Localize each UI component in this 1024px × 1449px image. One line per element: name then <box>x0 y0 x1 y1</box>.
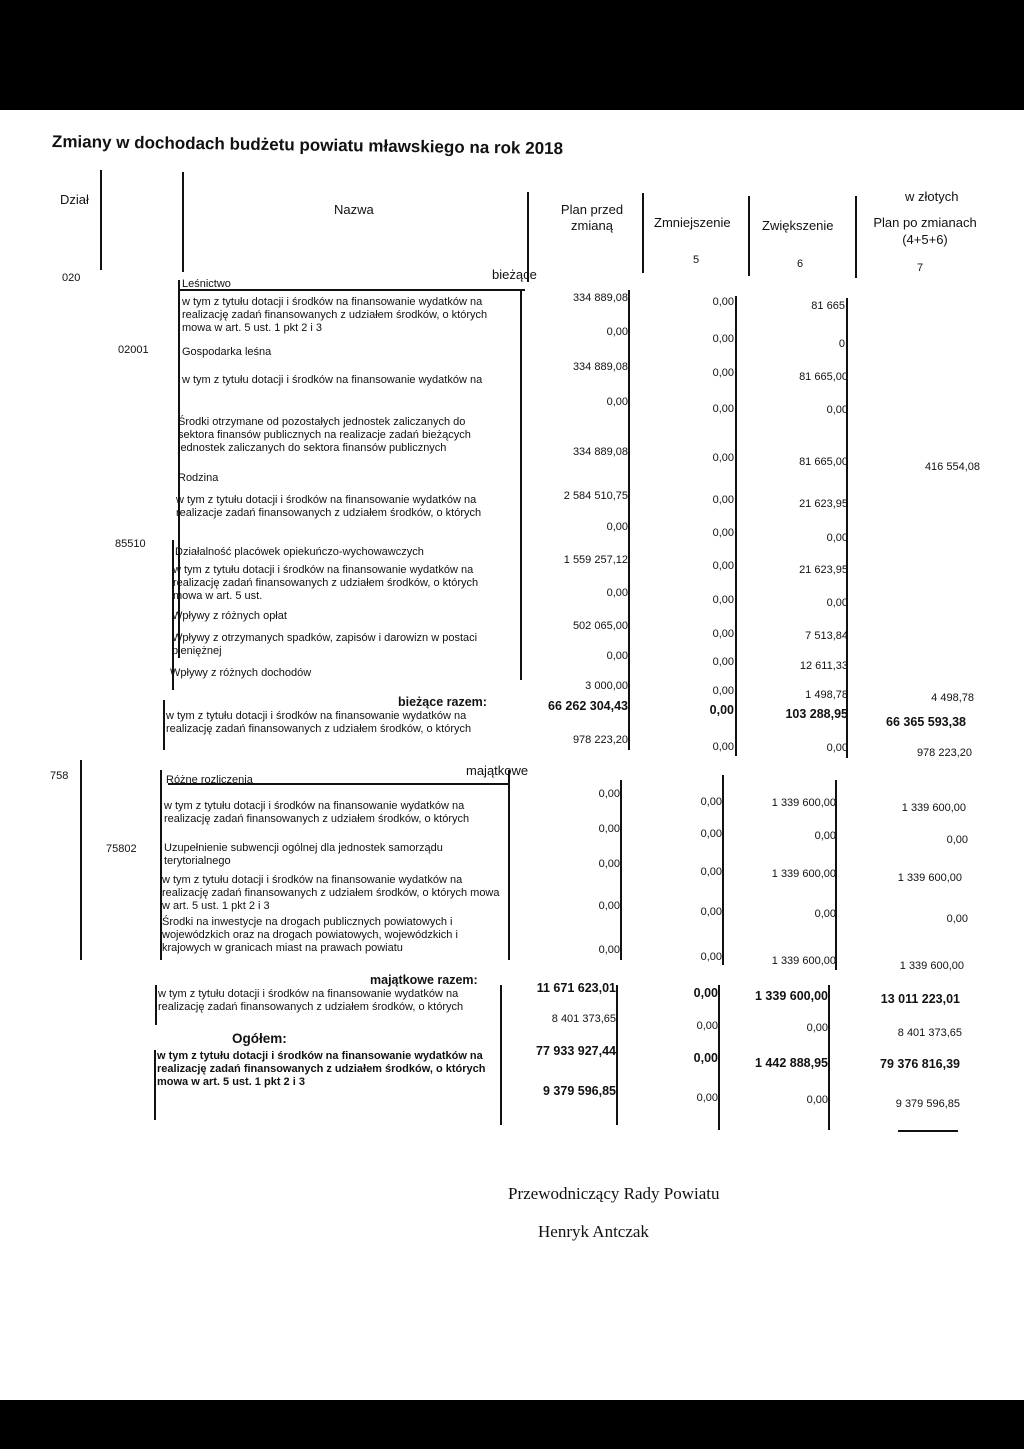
rule <box>80 760 82 960</box>
row-lesnictwo-w-tym: w tym z tytułu dotacji i środków na finansowanie wydatków na realizację zadań finansowanych z udziałem środków, o których mowa w art. 5 ust. 1 pkt 2 i 3 <box>182 296 488 334</box>
code-rozdzial-02001: 02001 <box>118 344 149 356</box>
value-zmniejszenie: 0,00 <box>712 494 734 506</box>
rule <box>508 770 510 960</box>
rule <box>828 985 830 1130</box>
code-rozdzial-85510: 85510 <box>115 538 146 550</box>
rule <box>182 172 184 272</box>
row-uzupelnienie: Uzupełnienie subwencji ogólnej dla jednostek samorządu terytorialnego <box>164 842 443 867</box>
rule <box>722 775 724 965</box>
header-col-5: 5 <box>693 254 700 266</box>
value-zmniejszenie: 0,00 <box>712 741 734 753</box>
value-zmniejszenie: 0,00 <box>700 828 722 840</box>
value-plan-przed: 3 000,00 <box>585 680 628 692</box>
value-plan-przed: 0,00 <box>598 858 620 870</box>
row-gospodarka-w-tym: w tym z tytułu dotacji i środków na finansowanie wydatków na <box>182 374 483 386</box>
value-plan-po: 4 498,78 <box>931 692 974 704</box>
rule <box>620 780 622 960</box>
header-zmniejszenie: Zmniejszenie <box>654 215 731 230</box>
value-zmniejszenie: 0,00 <box>712 560 734 572</box>
rule <box>520 290 522 680</box>
rule <box>155 985 157 1025</box>
value-plan-przed: 0,00 <box>598 823 620 835</box>
value-plan-przed: 334 889,08 <box>572 292 628 304</box>
rule <box>748 196 750 276</box>
header-col-6: 6 <box>797 258 804 270</box>
row-gospodarka-lesna: Gospodarka leśna <box>182 346 272 358</box>
page-title: Zmiany w dochodach budżetu powiatu mławskiego na rok 2018 <box>51 132 564 159</box>
value-plan-przed: 11 671 623,01 <box>536 981 616 995</box>
value-plan-przed: 8 401 373,65 <box>551 1013 616 1025</box>
row-wplywy-spadkow: Wpływy z otrzymanych spadków, zapisów i darowizn w postaci pieniężnej <box>172 632 478 657</box>
value-plan-przed: 9 379 596,85 <box>543 1084 616 1098</box>
header-dzial: Dział <box>60 192 89 207</box>
value-zwiekszenie: 1 339 600,00 <box>771 797 836 809</box>
row-majatkowe-razem-w-tym: w tym z tytułu dotacji i środków na finansowanie wydatków na realizację zadań finansowanych z udziałem środków, o których <box>158 988 464 1013</box>
value-zwiekszenie: 0,00 <box>814 830 836 842</box>
rule <box>100 170 102 270</box>
value-zmniejszenie: 0,00 <box>712 594 734 606</box>
rule <box>628 290 630 750</box>
header-plan-po: Plan po zmianach (4+5+6) <box>873 215 977 247</box>
row-rozne-w-tym: w tym z tytułu dotacji i środków na finansowanie wydatków na realizację zadań finansowanych z udziałem środków, o których <box>164 800 470 825</box>
row-ogolem: Ogółem: <box>232 1031 287 1046</box>
value-zmniejszenie: 0,00 <box>696 1092 718 1104</box>
value-zmniejszenie: 0,00 <box>712 367 734 379</box>
value-plan-po: 416 554,08 <box>924 461 980 473</box>
value-zwiekszenie: 21 623,95 <box>799 498 848 510</box>
row-ogolem-w-tym: w tym z tytułu dotacji i środków na finansowanie wydatków na realizację zadań finansowanych z udziałem środków, o których mowa w art. 5 ust. 1 pkt 2 i 3 <box>157 1050 486 1088</box>
value-zmniejszenie: 0,00 <box>712 403 734 415</box>
scan-bottom-border <box>0 1400 1024 1449</box>
value-plan-przed: 0,00 <box>598 788 620 800</box>
value-zmniejszenie: 0,00 <box>709 703 734 717</box>
row-uzupelnienie-w-tym: w tym z tytułu dotacji i środków na finansowanie wydatków na realizację zadań finansowanych z udziałem środków, o których mowa w art. 5 ust. 1 pkt 2 i 3 <box>162 874 500 912</box>
row-rodzina-w-tym: w tym z tytułu dotacji i środków na finansowanie wydatków na realizacje zadań finansowanych z udziałem środków, o których <box>176 494 482 519</box>
value-zwiekszenie: 0,00 <box>806 1094 828 1106</box>
value-zmniejszenie: 0,00 <box>700 951 722 963</box>
value-plan-przed: 0,00 <box>606 326 628 338</box>
value-zwiekszenie: 81 665, <box>811 300 848 312</box>
header-nazwa: Nazwa <box>334 202 374 217</box>
value-plan-przed: 1 559 257,12 <box>563 554 628 566</box>
rule <box>855 196 857 278</box>
value-plan-przed: 77 933 927,44 <box>536 1044 616 1058</box>
row-dzialalnosc-w-tym: w tym z tytułu dotacji i środków na finansowanie wydatków na realizację zadań finansowanych z udziałem środków, o których mowa w art. 5 ust. <box>173 564 479 602</box>
value-zwiekszenie: 7 513,84 <box>805 630 848 642</box>
value-plan-po: 8 401 373,65 <box>897 1027 962 1039</box>
rule <box>616 985 618 1125</box>
rule <box>180 289 525 291</box>
value-plan-po: 1 339 600,00 <box>897 872 962 884</box>
signature-name: Henryk Antczak <box>538 1222 649 1241</box>
code-dzial-758: 758 <box>50 770 69 782</box>
section-biezace: bieżące <box>492 267 537 282</box>
value-zwiekszenie: 1 339 600,00 <box>771 955 836 967</box>
code-rozdzial-75802: 75802 <box>106 843 137 855</box>
value-plan-przed: 334 889,08 <box>572 361 628 373</box>
value-zmniejszenie: 0,00 <box>700 866 722 878</box>
value-plan-przed: 334 889,08 <box>572 446 628 458</box>
row-rozne-rozliczenia: Różne rozliczenia <box>166 774 253 786</box>
value-plan-przed: 0,00 <box>606 396 628 408</box>
value-plan-przed: 0,00 <box>598 944 620 956</box>
value-zwiekszenie: 81 665,00 <box>799 456 848 468</box>
row-majatkowe-razem: majątkowe razem: <box>370 973 478 987</box>
value-zwiekszenie: 0,00 <box>826 597 848 609</box>
row-biezace-razem: bieżące razem: <box>398 695 487 709</box>
header-plan-przed: Plan przed zmianą <box>560 202 624 233</box>
rule <box>154 1050 156 1120</box>
value-zmniejszenie: 0,00 <box>696 1020 718 1032</box>
row-rodzina: Rodzina <box>178 472 219 484</box>
scan-top-border <box>0 0 1024 110</box>
value-zmniejszenie: 0,00 <box>712 685 734 697</box>
value-zmniejszenie: 0,00 <box>693 986 718 1000</box>
value-plan-po: 978 223,20 <box>916 747 972 759</box>
row-wplywy-oplat: Wpływy z różnych opłat <box>172 610 287 622</box>
value-zmniejszenie: 0,00 <box>712 527 734 539</box>
rule <box>718 985 720 1130</box>
code-dzial-020: 020 <box>62 272 81 284</box>
value-plan-przed: 2 584 510,75 <box>563 490 628 502</box>
value-zwiekszenie: 0,00 <box>826 404 848 416</box>
value-plan-po: 66 365 593,38 <box>886 715 966 729</box>
value-zwiekszenie: 12 611,33 <box>799 660 848 672</box>
value-zwiekszenie: 0,00 <box>826 742 848 754</box>
value-plan-po: 0,00 <box>946 913 968 925</box>
value-zwiekszenie: 81 665,00 <box>799 371 848 383</box>
value-zwiekszenie: 0, <box>838 338 848 350</box>
value-zwiekszenie: 0,00 <box>826 532 848 544</box>
row-lesnictwo: Leśnictwo <box>182 278 231 290</box>
value-zwiekszenie: 0,00 <box>806 1022 828 1034</box>
value-zmniejszenie: 0,00 <box>712 656 734 668</box>
value-zwiekszenie: 103 288,95 <box>785 707 848 721</box>
value-plan-po: 0,00 <box>946 834 968 846</box>
header-zwiekszenie: Zwiększenie <box>762 218 834 233</box>
row-dzialalnosc: Działalność placówek opiekuńczo-wychowawczych <box>175 546 424 558</box>
value-zwiekszenie: 1 498,78 <box>805 689 848 701</box>
value-plan-przed: 0,00 <box>606 650 628 662</box>
signature-role: Przewodniczący Rady Powiatu <box>508 1184 720 1203</box>
value-zmniejszenie: 0,00 <box>712 333 734 345</box>
unit-note: w złotych <box>905 189 959 204</box>
rule <box>898 1130 958 1132</box>
row-srodki-inwestycje: Środki na inwestycje na drogach publicznych powiatowych i wojewódzkich oraz na drogach powiatowych, wojewódzkich i krajowych w granicach miast na prawach powiatu <box>162 916 458 954</box>
row-srodki-otrzymane: Środki otrzymane od pozostałych jednostek zaliczanych do sektora finansów publicznych na realizacje zadań bieżących jednostek zaliczanych do sektora finansów publicznych <box>178 416 471 454</box>
value-plan-przed: 0,00 <box>606 587 628 599</box>
value-plan-po: 13 011 223,01 <box>880 992 960 1006</box>
value-plan-po: 79 376 816,39 <box>880 1057 960 1071</box>
value-plan-przed: 0,00 <box>606 521 628 533</box>
value-plan-po: 1 339 600,00 <box>899 960 964 972</box>
value-zwiekszenie: 1 442 888,95 <box>755 1056 828 1070</box>
value-zwiekszenie: 1 339 600,00 <box>771 868 836 880</box>
value-plan-po: 9 379 596,85 <box>895 1098 960 1110</box>
value-zwiekszenie: 1 339 600,00 <box>755 989 828 1003</box>
value-zwiekszenie: 21 623,95 <box>799 564 848 576</box>
value-plan-po: 1 339 600,00 <box>901 802 966 814</box>
header-col-7: 7 <box>917 262 924 274</box>
row-biezace-razem-w-tym: w tym z tytułu dotacji i środków na finansowanie wydatków na realizację zadań finansowanych z udziałem środków, o których <box>166 710 472 735</box>
value-plan-przed: 66 262 304,43 <box>548 699 628 713</box>
value-zwiekszenie: 0,00 <box>814 908 836 920</box>
value-plan-przed: 978 223,20 <box>572 734 628 746</box>
rule <box>735 296 737 756</box>
row-wplywy-dochodow: Wpływy z różnych dochodów <box>170 667 312 679</box>
value-zmniejszenie: 0,00 <box>712 296 734 308</box>
rule <box>163 700 165 750</box>
section-majatkowe: majątkowe <box>466 763 529 778</box>
value-zmniejszenie: 0,00 <box>712 628 734 640</box>
value-zmniejszenie: 0,00 <box>700 906 722 918</box>
value-zmniejszenie: 0,00 <box>693 1051 718 1065</box>
value-zmniejszenie: 0,00 <box>712 452 734 464</box>
value-plan-przed: 0,00 <box>598 900 620 912</box>
rule <box>642 193 644 273</box>
value-zmniejszenie: 0,00 <box>700 796 722 808</box>
value-plan-przed: 502 065,00 <box>572 620 628 632</box>
